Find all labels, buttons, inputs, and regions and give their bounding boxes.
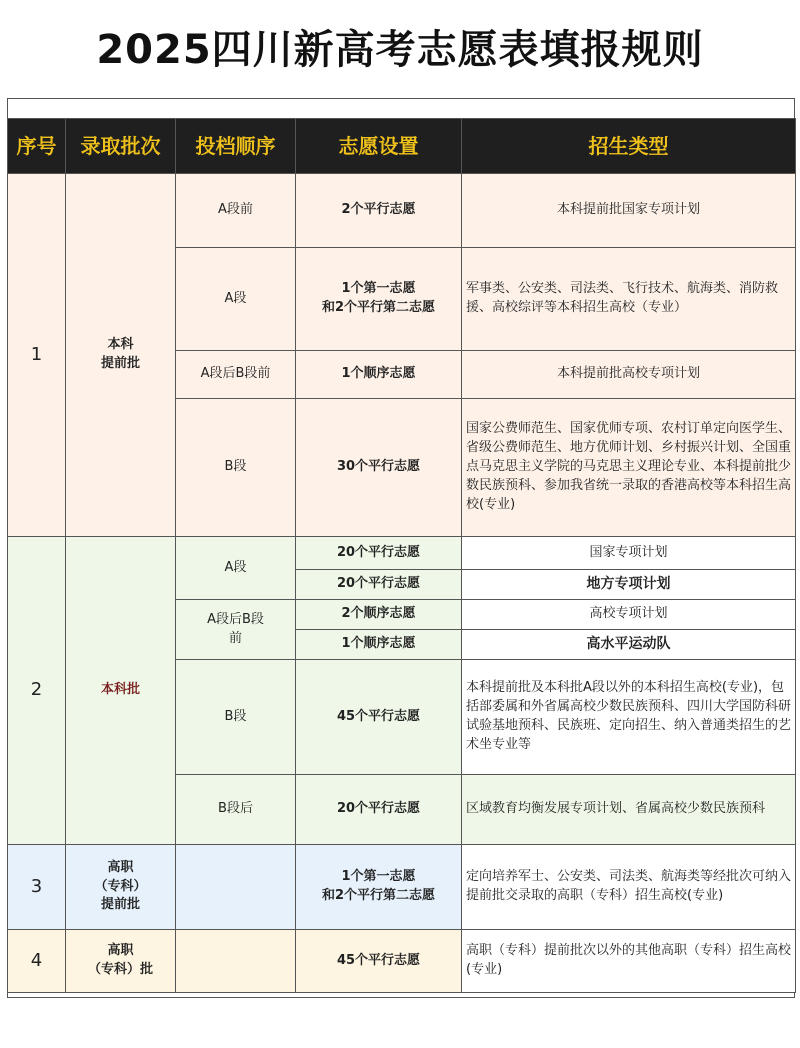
setting-cell: 20个平行志愿 bbox=[296, 775, 462, 845]
type-cell: 本科提前批国家专项计划 bbox=[462, 174, 796, 248]
order-cell bbox=[176, 845, 296, 930]
setting-cell: 20个平行志愿 bbox=[296, 537, 462, 570]
row-number: 4 bbox=[8, 930, 66, 993]
page-title: 2025四川新高考志愿表填报规则 bbox=[96, 27, 704, 73]
row-number: 3 bbox=[8, 845, 66, 930]
setting-cell: 20个平行志愿 bbox=[296, 570, 462, 600]
setting-cell: 2个平行志愿 bbox=[296, 174, 462, 248]
batch-name: 高职 （专科）批 bbox=[66, 930, 176, 993]
type-cell: 本科提前批及本科批A段以外的本科招生高校(专业)，包括部委属和外省属高校少数民族预科、四川大学国防科研试验基地预科、民族班、定向招生、纳入普通类招生的艺术坐专业等 bbox=[462, 660, 796, 775]
order-cell: B段 bbox=[176, 660, 296, 775]
row-number: 2 bbox=[8, 537, 66, 845]
order-cell: A段前 bbox=[176, 174, 296, 248]
type-cell: 地方专项计划 bbox=[462, 570, 796, 600]
batch-name: 本科批 bbox=[66, 537, 176, 845]
table-row bbox=[8, 537, 796, 570]
type-cell: 高校专项计划 bbox=[462, 600, 796, 630]
order-cell: A段后B段前 bbox=[176, 351, 296, 399]
order-cell: A段 bbox=[176, 248, 296, 351]
setting-cell: 45个平行志愿 bbox=[296, 660, 462, 775]
type-cell: 区域教育均衡发展专项计划、省属高校少数民族预科 bbox=[462, 775, 796, 845]
setting-cell: 1个第一志愿 和2个平行第二志愿 bbox=[296, 845, 462, 930]
table-row bbox=[8, 174, 796, 248]
header-order: 投档顺序 bbox=[176, 119, 296, 174]
type-cell: 国家专项计划 bbox=[462, 537, 796, 570]
type-cell: 高职（专科）提前批次以外的其他高职（专科）招生高校(专业) bbox=[462, 930, 796, 993]
order-cell: B段 bbox=[176, 399, 296, 537]
header-batch: 录取批次 bbox=[66, 119, 176, 174]
type-cell: 定向培养军士、公安类、司法类、航海类等经批次可纳入提前批交录取的高职（专科）招生高校(专业) bbox=[462, 845, 796, 930]
setting-cell: 45个平行志愿 bbox=[296, 930, 462, 993]
batch-name bbox=[66, 174, 176, 537]
type-cell: 本科提前批高校专项计划 bbox=[462, 351, 796, 399]
type-cell: 国家公费师范生、国家优师专项、农村订单定向医学生、省级公费师范生、地方优师计划、乡村振兴计划、全国重点马克思主义学院的马克思主义理论专业、本科提前批少数民族预科、参加我省统一录取的香港高校等本科招生高校(专业) bbox=[462, 399, 796, 537]
order-cell: A段后B段 前 bbox=[176, 600, 296, 660]
table-row bbox=[8, 930, 796, 993]
row-number: 1 bbox=[8, 174, 66, 537]
type-cell: 高水平运动队 bbox=[462, 630, 796, 660]
setting-cell: 30个平行志愿 bbox=[296, 399, 462, 537]
order-cell: B段后 bbox=[176, 775, 296, 845]
table-header-row bbox=[8, 119, 796, 174]
setting-cell: 1个第一志愿 和2个平行第二志愿 bbox=[296, 248, 462, 351]
setting-cell: 1个顺序志愿 bbox=[296, 630, 462, 660]
header-no: 序号 bbox=[8, 119, 66, 174]
header-setting: 志愿设置 bbox=[296, 119, 462, 174]
setting-cell: 2个顺序志愿 bbox=[296, 600, 462, 630]
type-cell: 军事类、公安类、司法类、飞行技术、航海类、消防救援、高校综评等本科招生高校（专业） bbox=[462, 248, 796, 351]
rules-table bbox=[7, 118, 796, 993]
header-type: 招生类型 bbox=[462, 119, 796, 174]
setting-cell: 1个顺序志愿 bbox=[296, 351, 462, 399]
batch-name: 高职 （专科） 提前批 bbox=[66, 845, 176, 930]
batch-line: 本科 提前批 bbox=[100, 337, 140, 371]
table-row bbox=[8, 845, 796, 930]
order-cell bbox=[176, 930, 296, 993]
order-cell: A段 bbox=[176, 537, 296, 600]
